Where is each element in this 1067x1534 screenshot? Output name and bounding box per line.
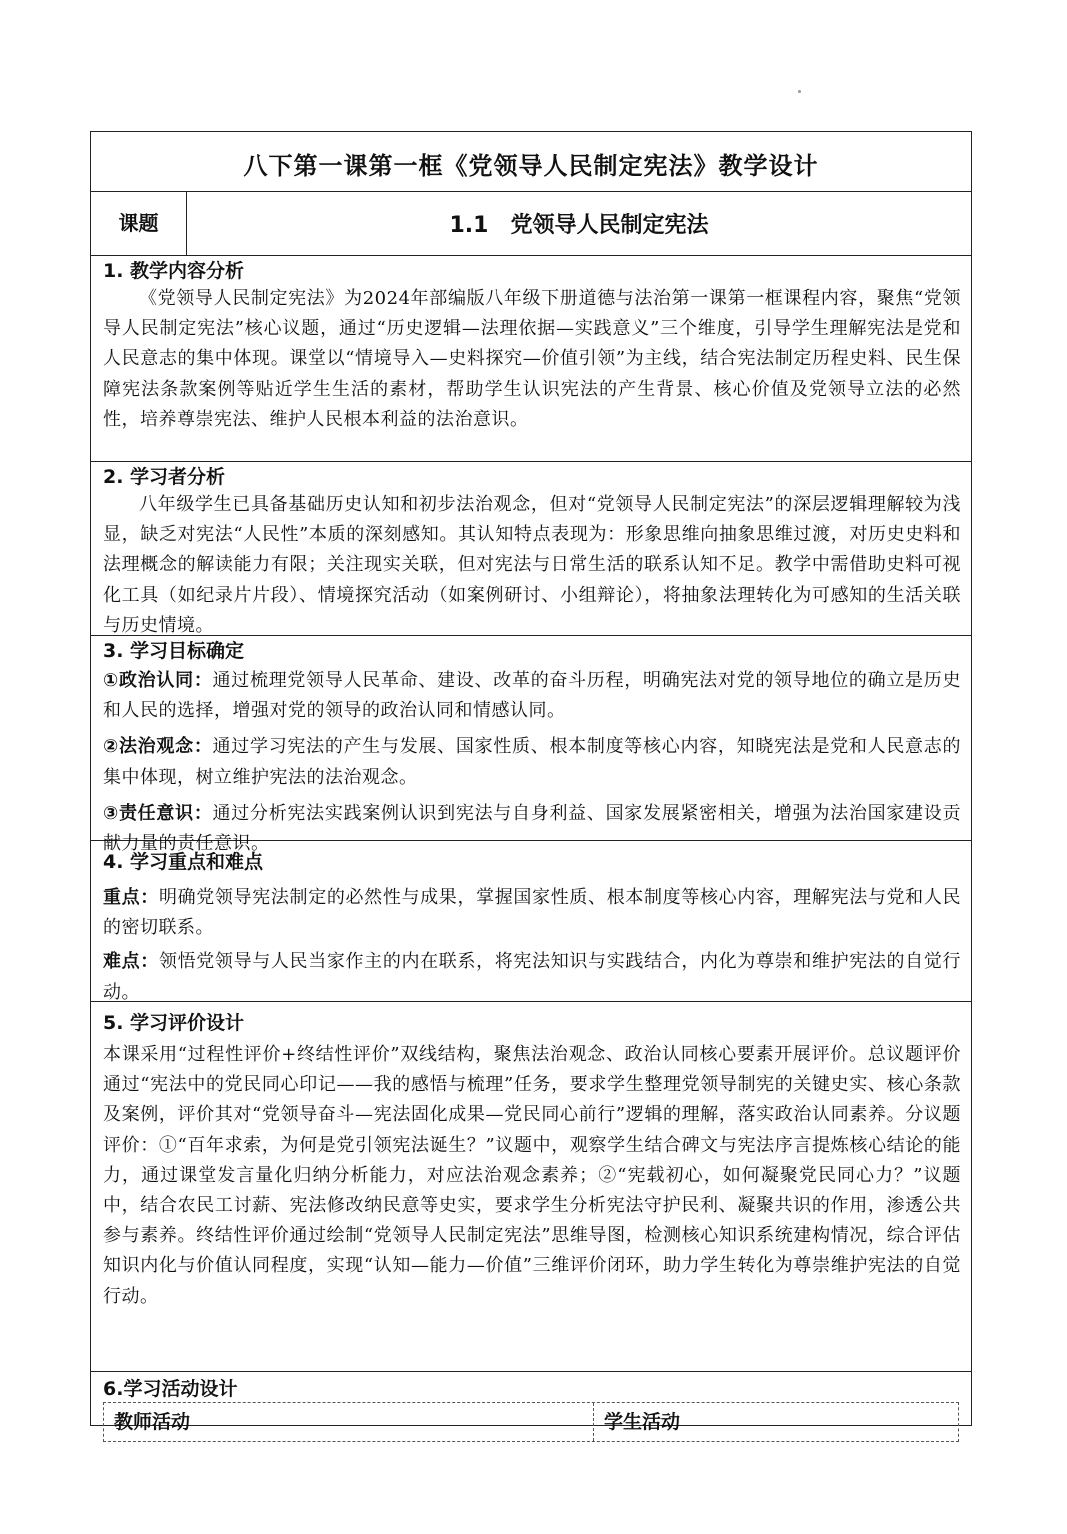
objective-item <box>103 732 961 792</box>
activities-table <box>103 1402 959 1442</box>
section-body: 本课采用“过程性评价+终结性评价”双线结构，聚焦法治观念、政治认同核心要素开展评价。总议题评价通过“宪法中的党民同心印记——我的感悟与梳理”任务，要求学生整理党领导制宪的关键史实、核心条款及案例，评价其对“党领导奋斗—宪法固化成果—党民同心前行”逻辑的理解，落实政治认同素养。分议题评价：①“百年求索，为何是党引领宪法诞生？”议题中，观察学生结合碑文与宪法序言提炼核心结论的能力，通过课堂发言量化归纳分析能力，对应法治观念素养；②“宪载初心，如何凝聚党民同心力？”议题中，结合农民工讨薪、宪法修改纳民意等史实，要求学生分析宪法守护民利、凝聚共识的作用，渗透公共参与素养。终结性评价通过绘制“党领导人民制定宪法”思维导图，检测核心知识系统建构情况，综合评估知识内化与价值认同程度，实现“认知—能力—价值”三维评价闭环，助力学生转化为尊崇维护宪法的自觉行动。 <box>103 1044 961 1307</box>
objective-item <box>103 666 961 726</box>
section-objectives <box>91 636 971 855</box>
section-body: 八年级学生已具备基础历史认知和初步法治观念，但对“党领导人民制定宪法”的深层逻辑理解较为浅显，缺乏对宪法“人民性”本质的深刻感知。其认知特点表现为：形象思维向抽象思维过渡，对历史史料和法理概念的解读能力有限；关注现实关联，但对宪法与日常生活的联系认知不足。教学中需借助史料可视化工具（如纪录片片段）、情境探究活动（如案例研讨、小组辩论），将抽象法理转化为可感知的生活关联与历史情境。 <box>103 494 961 636</box>
topic-label: 课题 <box>91 192 187 255</box>
key-point-label: 难点： <box>103 951 159 973</box>
section-learner-analysis <box>91 462 971 636</box>
section-heading: 1. 教学内容分析 <box>103 260 245 282</box>
section-heading: 6.学习活动设计 <box>103 1378 238 1400</box>
objective-label: ③责任意识： <box>103 802 213 824</box>
section-heading: 5. 学习评价设计 <box>103 1012 245 1034</box>
topic-row <box>91 192 971 256</box>
section-content-analysis <box>91 256 971 462</box>
objective-text: 通过梳理党领导人民革命、建设、改革的奋斗历程，明确宪法对党的领导地位的确立是历史和人民的选择，增强对党的领导的政治认同和情感认同。 <box>103 670 961 722</box>
column-header-teacher-activity: 教师活动 <box>104 1403 594 1441</box>
key-point-label: 重点： <box>103 887 159 908</box>
document-title: 八下第一课第一框《党领导人民制定宪法》教学设计 <box>243 152 819 180</box>
key-point-text: 明确党领导宪法制定的必然性与成果，掌握国家性质、根本制度等核心内容，理解宪法与党和人民的密切联系。 <box>103 887 961 939</box>
column-header-student-activity: 学生活动 <box>604 1411 681 1433</box>
objective-text: 通过分析宪法实践案例认识到宪法与自身利益、国家发展紧密相关，增强为法治国家建设贡献力量的责任意识。 <box>103 802 961 855</box>
key-point-text: 领悟党领导与人民当家作主的内在联系，将宪法知识与实践结合，内化为尊崇和维护宪法的自觉行动。 <box>103 951 961 1003</box>
key-point-item <box>103 883 961 943</box>
topic-value: 1.1 党领导人民制定宪法 <box>449 213 709 238</box>
section-evaluation <box>91 1002 971 1372</box>
objective-text: 通过学习宪法的产生与发展、国家性质、根本制度等核心内容，知晓宪法是党和人民意志的集中体现，树立维护宪法的法治观念。 <box>103 736 961 788</box>
section-heading: 3. 学习目标确定 <box>103 640 245 662</box>
section-heading: 4. 学习重点和难点 <box>103 851 264 873</box>
section-key-points <box>91 841 971 1002</box>
objective-label: ②法治观念： <box>103 736 213 758</box>
decorative-dot <box>798 90 801 93</box>
section-body: 《党领导人民制定宪法》为2024年部编版八年级下册道德与法治第一课第一框课程内容，聚焦“党领导人民制定宪法”核心议题，通过“历史逻辑—法理依据—实践意义”三个维度，引导学生理解宪法是党和人民意志的集中体现。课堂以“情境导入—史料探究—价值引领”为主线，结合宪法制定历程史料、民生保障宪法条款案例等贴近学生生活的素材，帮助学生认识宪法的产生背景、核心价值及党领导立法的必然性，培养尊崇宪法、维护人民根本利益的法治意识。 <box>103 288 961 430</box>
title-row <box>91 132 971 192</box>
section-activities <box>91 1372 971 1433</box>
lesson-plan-table <box>90 131 972 1433</box>
section-heading: 2. 学习者分析 <box>103 466 226 488</box>
key-point-item <box>103 947 961 1007</box>
objective-label: ①政治认同： <box>103 670 213 691</box>
